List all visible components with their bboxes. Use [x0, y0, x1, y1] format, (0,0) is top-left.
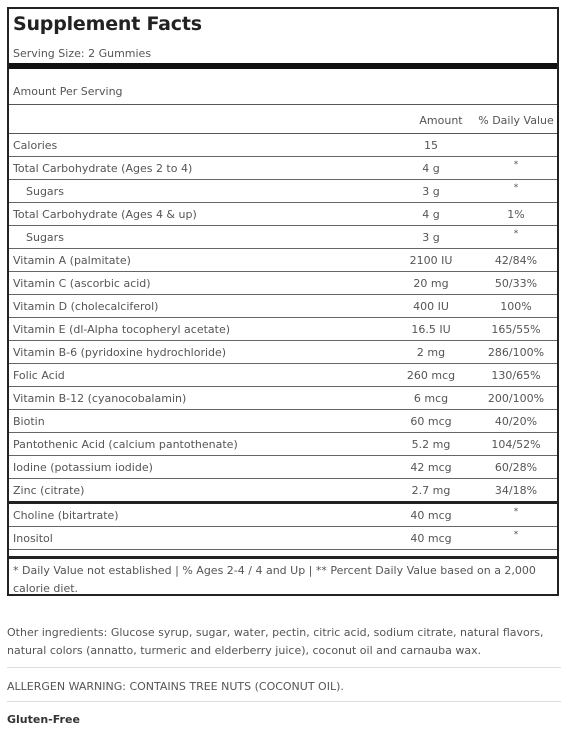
- nutrient-daily-value: 286/100%: [487, 346, 545, 359]
- nutrient-name: Total Carbohydrate (Ages 4 & up): [13, 208, 197, 221]
- nutrient-name: Vitamin B-12 (cyanocobalamin): [13, 392, 187, 405]
- nutrient-amount: 16.5 IU: [411, 323, 451, 336]
- supplement-facts-panel: [7, 7, 559, 596]
- nutrient-amount: 260 mcg: [406, 369, 456, 382]
- nutrient-daily-value: *: [513, 530, 519, 540]
- serving-size: Serving Size: 2 Gummies: [13, 47, 152, 60]
- nutrient-amount: 42 mcg: [410, 461, 452, 474]
- allergen-warning: ALLERGEN WARNING: CONTAINS TREE NUTS (COCONUT OIL).: [7, 680, 344, 693]
- column-header-amount: Amount: [419, 114, 463, 127]
- nutrient-name: Iodine (potassium iodide): [13, 461, 153, 474]
- nutrient-name: Biotin: [13, 415, 45, 428]
- nutrient-daily-value: 104/52%: [491, 438, 541, 451]
- nutrient-row: [9, 272, 557, 295]
- nutrient-daily-value: 200/100%: [487, 392, 545, 405]
- nutrient-amount: 40 mcg: [410, 509, 452, 522]
- nutrient-daily-value: 60/28%: [494, 461, 538, 474]
- gluten-free-label: Gluten-Free: [7, 713, 80, 726]
- nutrient-name: Vitamin D (cholecalciferol): [13, 300, 159, 313]
- nutrient-amount: 2 mg: [416, 346, 446, 359]
- nutrient-daily-value: 42/84%: [494, 254, 538, 267]
- nutrient-amount: 15: [424, 139, 438, 152]
- nutrient-row: [9, 203, 557, 226]
- nutrient-name: Pantothenic Acid (calcium pantothenate): [13, 438, 238, 451]
- amount-per-serving-label: Amount Per Serving: [13, 85, 123, 98]
- nutrient-daily-value: *: [513, 183, 519, 193]
- nutrient-daily-value: 100%: [500, 300, 532, 313]
- nutrient-daily-value: 165/55%: [491, 323, 541, 336]
- nutrient-row: [9, 364, 557, 387]
- column-header-daily-value: % Daily Value: [478, 114, 554, 127]
- panel-title: Supplement Facts: [13, 13, 202, 35]
- nutrient-row: [9, 387, 557, 410]
- nutrient-row: [9, 433, 557, 456]
- nutrient-amount: 2.7 mg: [411, 484, 451, 497]
- other-ingredients: Other ingredients: Glucose syrup, sugar, water, pectin, citric acid, sodium citrate, natural flavors, natural colors (annatto, turmeric and elderberry juice), coconut oil and carnauba wax.: [7, 626, 544, 657]
- column-header-row: [9, 105, 557, 134]
- nutrient-row: [9, 226, 557, 249]
- divider: [7, 701, 561, 702]
- nutrient-amount: 400 IU: [413, 300, 449, 313]
- nutrient-daily-value: 130/65%: [491, 369, 541, 382]
- nutrient-row: [9, 479, 557, 504]
- nutrient-name: Sugars: [26, 185, 64, 198]
- nutrient-row: [9, 180, 557, 203]
- nutrient-name: Choline (bitartrate): [13, 509, 119, 522]
- nutrient-amount: 5.2 mg: [411, 438, 451, 451]
- nutrient-row: [9, 341, 557, 364]
- nutrient-amount: 3 g: [422, 231, 440, 244]
- nutrient-row: [9, 249, 557, 272]
- nutrient-amount: 4 g: [422, 162, 440, 175]
- nutrient-daily-value: 34/18%: [494, 484, 538, 497]
- nutrient-amount: 60 mcg: [410, 415, 452, 428]
- nutrient-amount: 3 g: [422, 185, 440, 198]
- nutrient-row: [9, 295, 557, 318]
- nutrient-amount: 4 g: [422, 208, 440, 221]
- nutrient-row: [9, 527, 557, 550]
- nutrient-name: Vitamin C (ascorbic acid): [13, 277, 151, 290]
- nutrient-amount: 20 mg: [413, 277, 449, 290]
- nutrient-daily-value: 1%: [507, 208, 525, 221]
- nutrient-name: Sugars: [26, 231, 64, 244]
- nutrient-name: Zinc (citrate): [13, 484, 85, 497]
- nutrient-row: [9, 456, 557, 479]
- nutrient-row: [9, 410, 557, 433]
- nutrient-amount: 2100 IU: [409, 254, 453, 267]
- nutrient-amount: 6 mcg: [413, 392, 449, 405]
- nutrient-daily-value: 40/20%: [494, 415, 538, 428]
- nutrient-name: Vitamin E (dl-Alpha tocopheryl acetate): [13, 323, 231, 336]
- nutrient-row: [9, 157, 557, 180]
- amount-per-serving-row: [9, 76, 557, 105]
- nutrient-amount: 40 mcg: [410, 532, 452, 545]
- nutrient-daily-value: 50/33%: [494, 277, 538, 290]
- nutrient-row: [9, 134, 557, 157]
- nutrient-name: Vitamin A (palmitate): [13, 254, 131, 267]
- divider: [7, 667, 561, 668]
- nutrient-daily-value: *: [513, 160, 519, 170]
- nutrient-row: [9, 504, 557, 527]
- title-area: [9, 9, 557, 69]
- nutrient-name: Folic Acid: [13, 369, 65, 382]
- footnote: * Daily Value not established | % Ages 2-4 / 4 and Up | ** Percent Daily Value based on a 2,000 calorie diet.: [9, 556, 557, 596]
- nutrient-name: Inositol: [13, 532, 53, 545]
- nutrient-name: Vitamin B-6 (pyridoxine hydrochloride): [13, 346, 227, 359]
- nutrient-rows: [9, 134, 557, 550]
- nutrient-name: Calories: [13, 139, 58, 152]
- nutrient-row: [9, 318, 557, 341]
- nutrient-name: Total Carbohydrate (Ages 2 to 4): [13, 162, 193, 175]
- nutrient-daily-value: *: [513, 229, 519, 239]
- nutrient-daily-value: *: [513, 507, 519, 517]
